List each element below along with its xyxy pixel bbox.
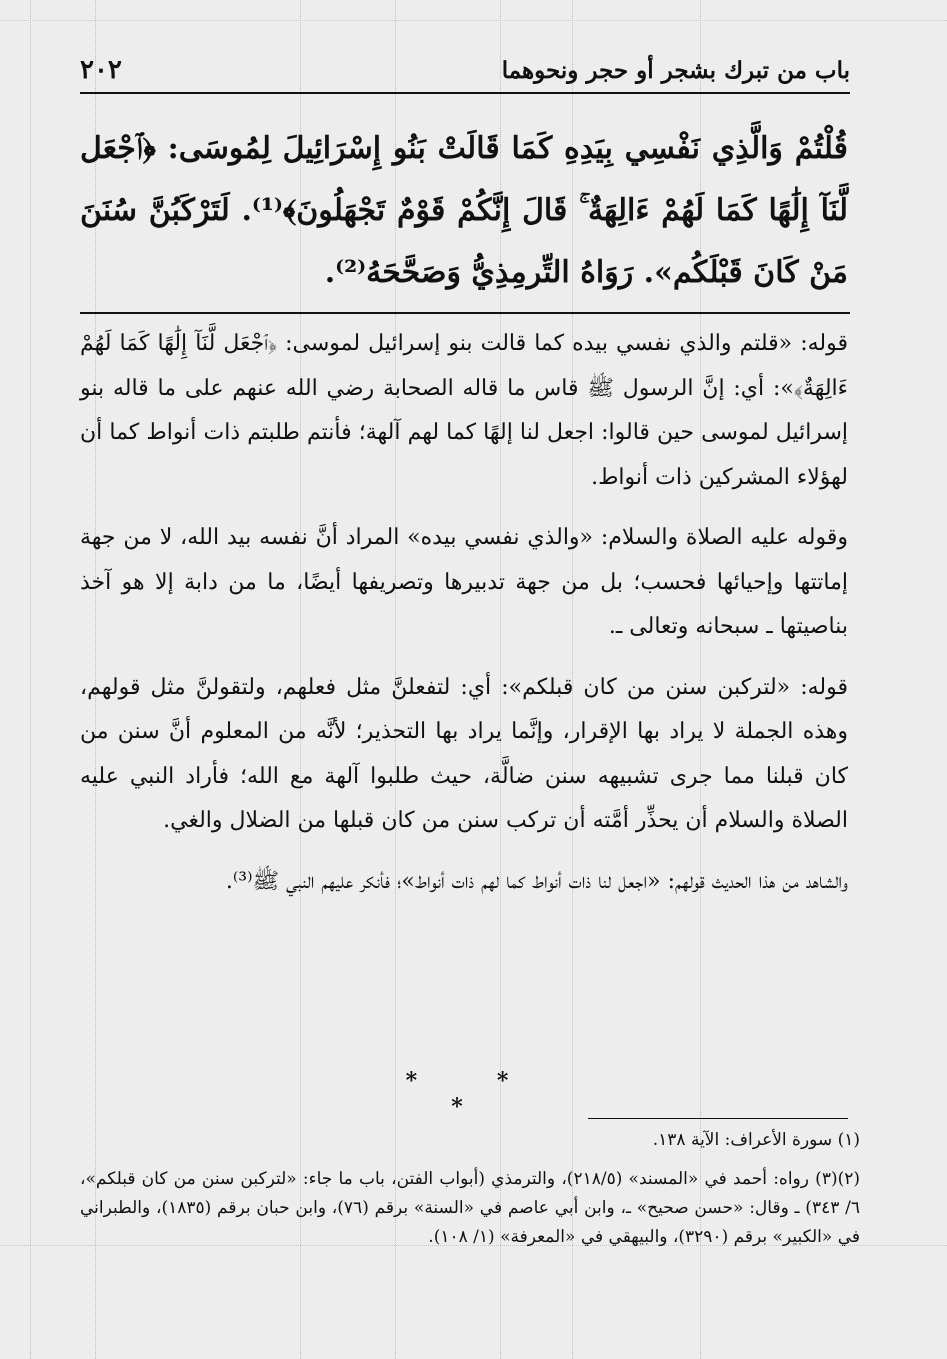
footnote: (٢)(٣) رواه: أحمد في «المسند» (٢١٨/٥)، والترمذي (أبواب الفتن، باب ما جاء: «لتركبن سنن من كان قبلكم»، ٦/ ٣٤٣) ـ وقال: «حسن صحيح» ـ، وابن أبي عاصم في «السنة» برقم (٧٦)، وابن حبان برقم (١٨٣٥)، والطبراني في «الكبير» برقم (٣٢٩٠)، والبيهقي في «المعرفة» (١/ ١٠٨). xyxy=(80,1169,861,1247)
commentary-paragraph: والشاهد من هذا الحديث قولهم: «اجعل لنا ذات أنواط كما لهم ذات أنواط»؛ فأنكر عليهم النبي ﷺ⁽³⁾. xyxy=(225,868,848,894)
footnote-rule xyxy=(588,1118,848,1119)
footnotes xyxy=(80,1126,860,1262)
chapter-title: باب من تبرك بشجر أو حجر ونحوهما xyxy=(501,56,850,84)
commentary-paragraph: وقوله عليه الصلاة والسلام: «والذي نفسي بيده» المراد أنَّ نفسه بيد الله، لا من جهة إماتتها وإحيائها فحسب؛ بل من جهة تدبيرها وتصريفها أيضًا، ما من دابة إلا هو آخذ بناصيتها ـ سبحانه وتعالى ـ. xyxy=(80,525,848,639)
hadith-text: قُلْتُمْ وَالَّذِي نَفْسِي بِيَدِهِ كَمَا قَالَتْ بَنُو إِسْرَائِيلَ لِمُوسَى: ﴿ٱجْعَل لَّنَآ إِلَٰهًا كَمَا لَهُمْ ءَالِهَةٌ ۚ قَالَ إِنَّكُمْ قَوْمٌ تَجْهَلُونَ﴾⁽¹⁾. لَتَرْكَبُنَّ سُنَنَ مَنْ كَانَ قَبْلَكُم». رَوَاهُ التِّرمِذِيُّ وَصَحَّحَهُ⁽²⁾. xyxy=(80,131,848,290)
footnote: (١) سورة الأعراف: الآية ١٣٨. xyxy=(652,1130,860,1150)
header-rule xyxy=(80,92,850,94)
guide-line xyxy=(30,0,31,1359)
running-header xyxy=(80,52,850,88)
section-stars: * * * xyxy=(405,1068,545,1120)
guide-line xyxy=(0,20,947,21)
page-number: ٢٠٢ xyxy=(80,55,122,85)
commentary-paragraph: قوله: «قلتم والذي نفسي بيده كما قالت بنو إسرائيل لموسى: ﴿ٱجْعَل لَّنَآ إِلَٰهًا كَمَا لَهُمْ ءَالِهَةٌ﴾»: أي: إنَّ الرسول ﷺ قاس ما قاله الصحابة رضي الله عنهم على ما قاله بنو إسرائيل لموسى حين قالوا: اجعل لنا إلهًا كما لهم آلهة؛ فأنتم طلبتم ذات أنواط كما أن لهؤلاء المشركين ذات أنواط. xyxy=(80,331,848,490)
commentary-paragraph: قوله: «لتركبن سنن من كان قبلكم»: أي: لتفعلنَّ مثل فعلهم، ولتقولنَّ مثل قولهم، وهذه الجملة لا يراد بها الإقرار، وإنَّما يراد بها التحذير؛ لأنَّه من المعلوم أنَّ سنن من كان قبلنا مما جرى تشبيهه سنن ضالَّة، حيث طلبوا آلهة مع الله؛ فأراد النبي عليه الصلاة والسلام أن يحذِّر أمَّته أن تركب سنن من كان قبلها من الضلال والغي. xyxy=(80,674,848,833)
commentary xyxy=(80,322,848,920)
section-separator xyxy=(80,312,850,314)
